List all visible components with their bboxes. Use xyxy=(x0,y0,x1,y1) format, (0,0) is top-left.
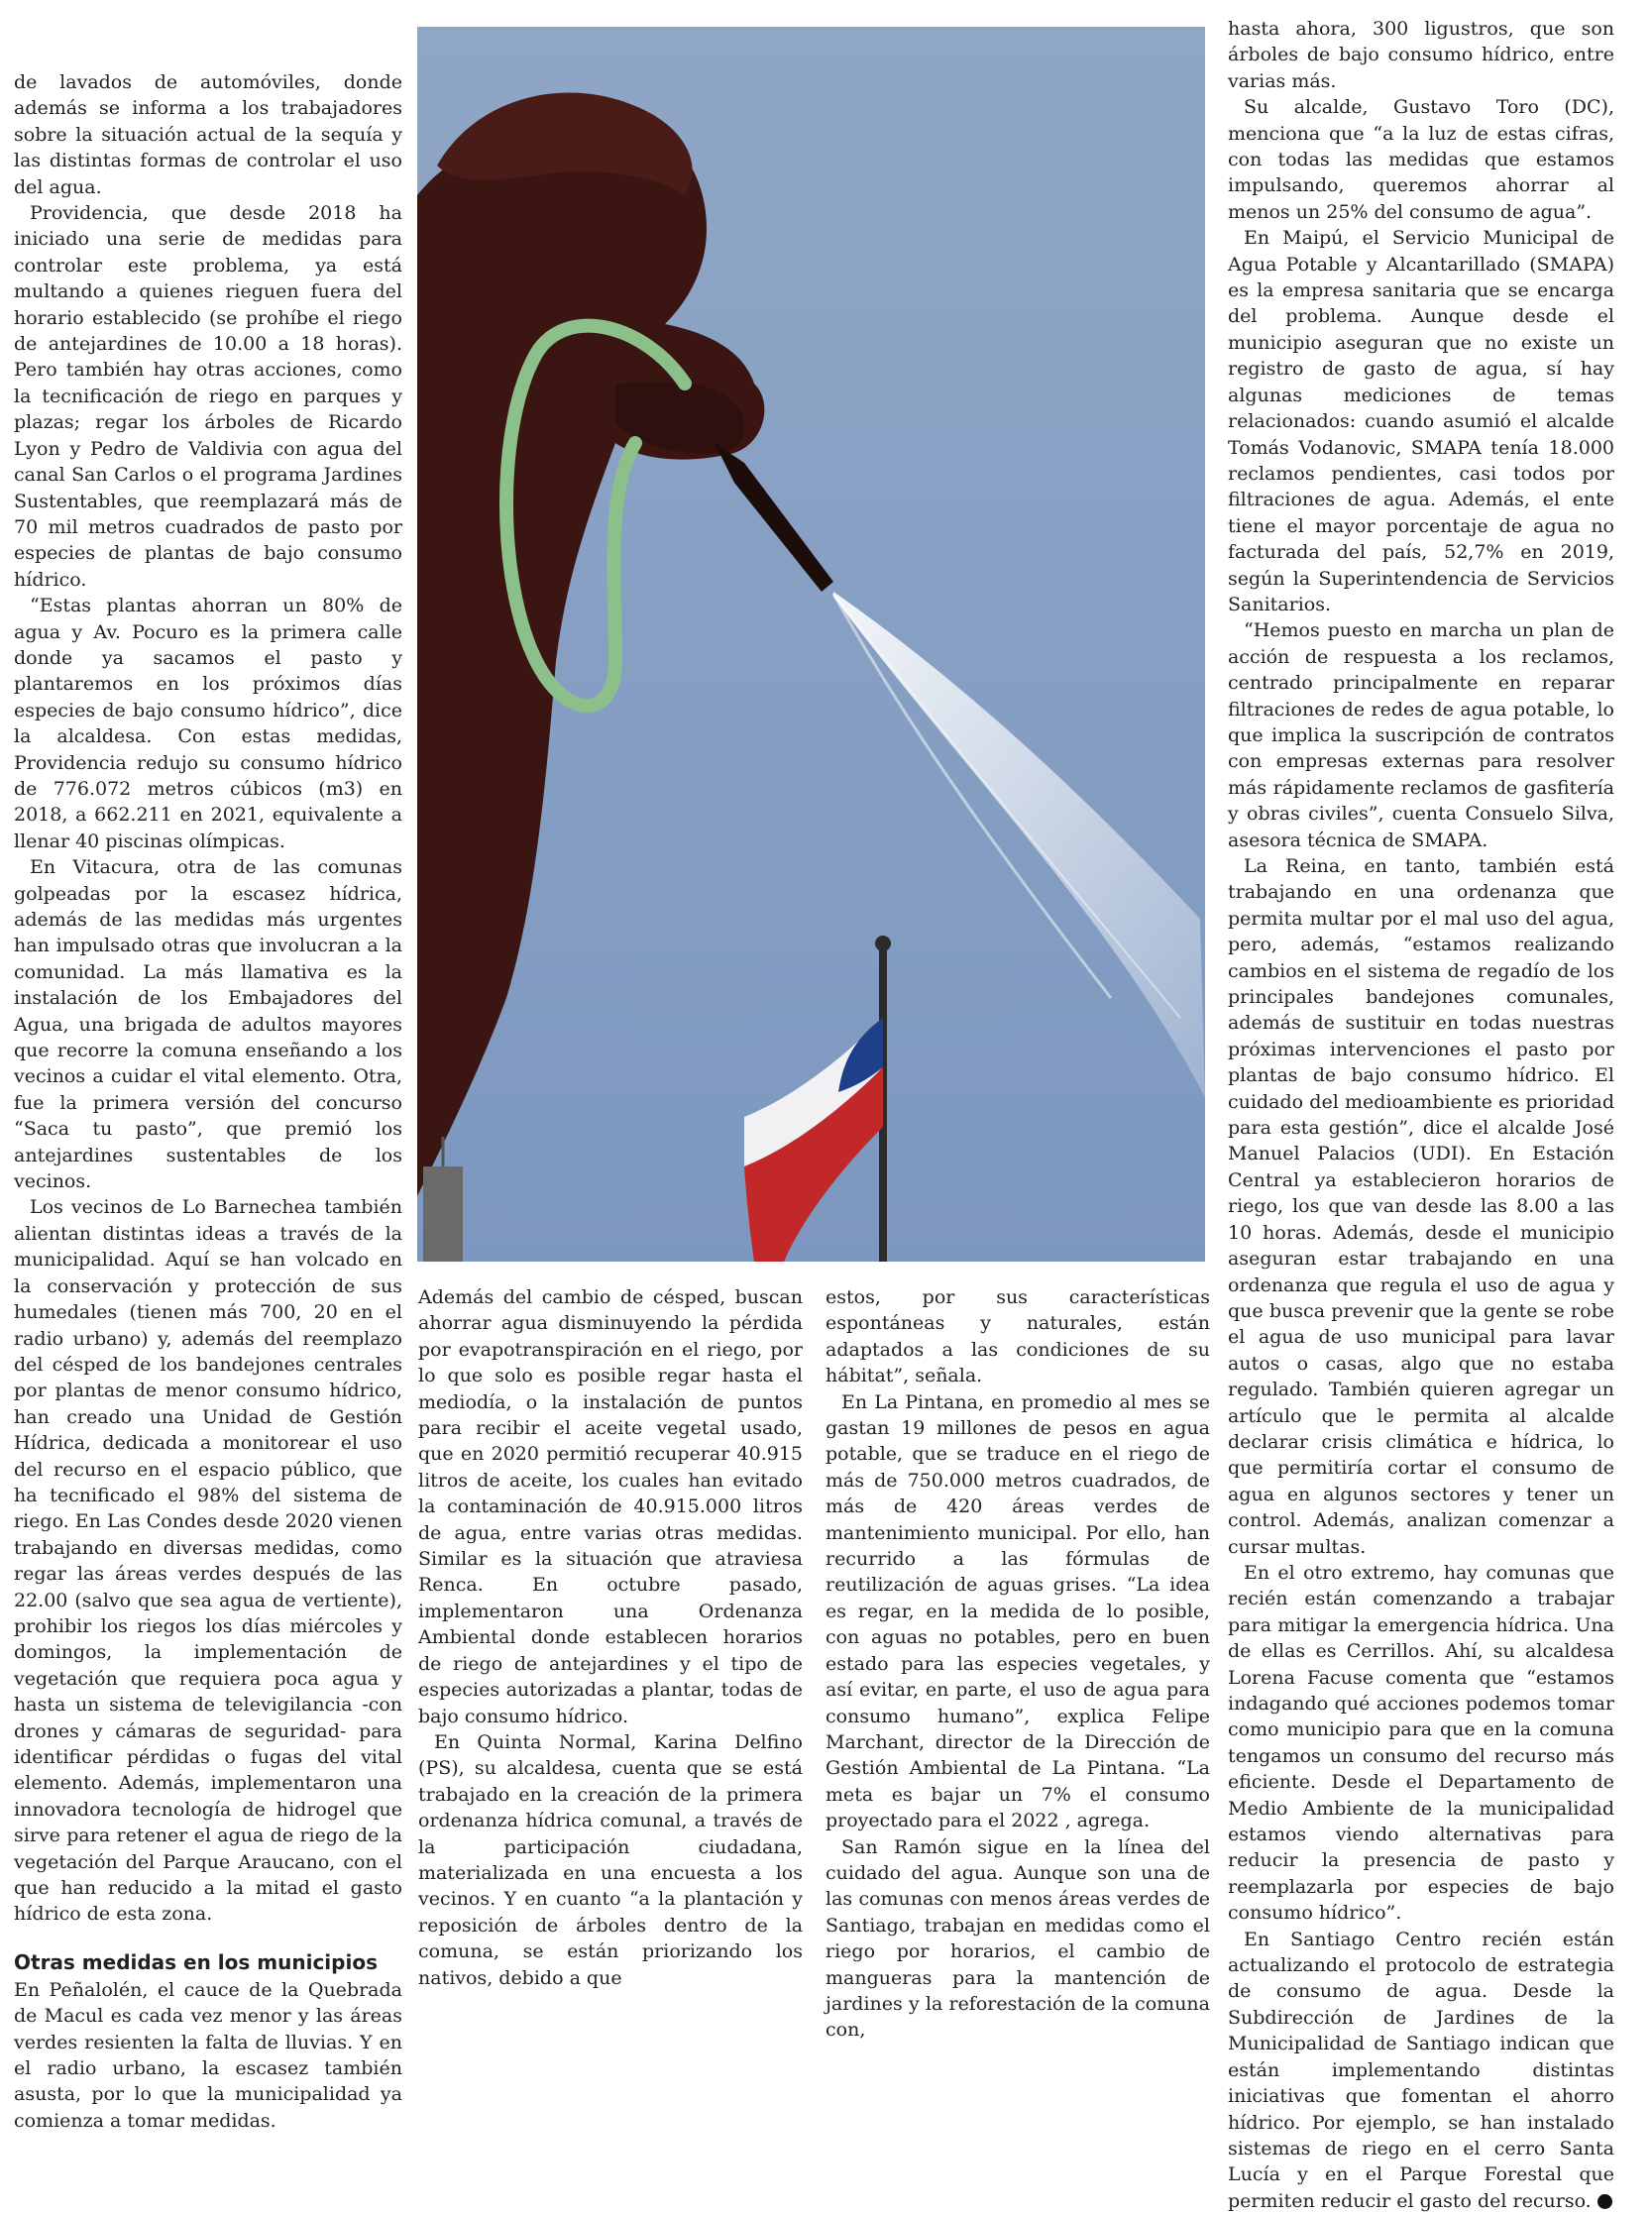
paragraph: “Hemos puesto en marcha un plan de acción de respuesta a los reclamos, centrado principalmente en reparar filtraciones de redes de agua potable, lo que implica la suscripción de contratos con empresas externas para resolver más rápidamente reclamos de gasfitería y obras civiles”, cuenta Consuelo Silva, asesora técnica de SMAPA. xyxy=(1228,619,1614,851)
paragraph: La Reina, en tanto, también está trabajando en una ordenanza que permita multar por el mal uso del agua, pero, además, “estamos realizando cambios en el sistema de regadío de los principales bandejones comunales, además de sustituir en todas nuestras próximas intervenciones el pasto por plantas de bajo consumo hídrico. El cuidado del medioambiente es prioridad para esta gestión”, dice el alcalde José Manuel Palacios (UDI). En Estación Central ya establecieron horarios de riego, los que van desde las 8.00 a las 10 horas. Además, desde el municipio aseguran estar trabajando en una ordenanza que regula el uso de agua y que busca prevenir que la gente se robe el agua de uso municipal para lavar autos o casas, algo que no estaba regulado. También quieren agregar un artículo que le permita al alcalde declarar crisis climática e hídrica, lo que permitiría cortar el consumo de agua en algunos sectores y tener un control. Además, analizan comenzar a cursar multas. xyxy=(1228,855,1614,1558)
paragraph: En el otro extremo, hay comunas que recién están comenzando a trabajar para mitigar la emergencia hídrica. Una de ellas es Cerrillos. Ahí, su alcaldesa Lorena Facuse comenta que “estamos indagando qué acciones podemos tomar como municipio para que en la comuna tengamos un consumo del recurso más eficiente. Desde el Departamento de Medio Ambiente de la municipalidad estamos viendo alternativas para reducir la presencia de pasto y reemplazarla por especies de bajo consumo hídrico”. xyxy=(1228,1561,1614,1925)
article-column-3 xyxy=(826,1284,1210,2044)
paragraph: En La Pintana, en promedio al mes se gastan 19 millones de pesos en agua potable, que se traduce en el riego de más de 750.000 metros cuadrados, de más de 420 áreas verdes de mantenimiento municipal. Por ello, han recurrido a las fórmulas de reutilización de aguas grises. “La idea es regar, en la medida de lo posible, con aguas no potables, pero en buen estado para las especies vegetales, y así evitar, en parte, el uso de agua para consumo humano”, explica Felipe Marchant, director de la Dirección de Gestión Ambiental de La Pintana. “La meta es bajar un 7% el consumo proyectado para el 2022 , agrega. xyxy=(826,1390,1210,1832)
article-photo xyxy=(417,27,1205,1262)
paragraph: Además del cambio de césped, buscan ahorrar agua disminuyendo la pérdida por evapotranspiración en el riego, por lo que solo es posible regar hasta el mediodía, o la instalación de puntos para recibir el aceite vegetal usado, que en 2020 permitió recuperar 40.915 litros de aceite, los cuales han evitado la contaminación de 40.915.000 litros de agua, entre varias otras medidas. Similar es la situación que atraviesa Renca. En octubre pasado, implementaron una Ordenanza Ambiental donde establecen horarios de riego de antejardines y el tipo de especies autorizadas a plantar, todas de bajo consumo hídrico. xyxy=(418,1286,803,1727)
paragraph: “Estas plantas ahorran un 80% de agua y Av. Pocuro es la primera calle donde ya sacamos el pasto y plantaremos en los próximos días especies de bajo consumo hídrico”, dice la alcaldesa. Con estas medidas, Providencia redujo su consumo hídrico de 776.072 metros cúbicos (m3) en 2018, a 662.211 en 2021, equivalente a llenar 40 piscinas olímpicas. xyxy=(14,595,402,852)
paragraph xyxy=(1228,1927,1614,2214)
paragraph: hasta ahora, 300 ligustros, que son árboles de bajo consumo hídrico, entre varias más. xyxy=(1228,18,1614,92)
article-column-1 xyxy=(14,69,402,2134)
watering-worker-image xyxy=(417,27,1205,1262)
paragraph: Los vecinos de Lo Barnechea también alientan distintas ideas a través de la municipalidad. Aquí se han volcado en la conservación y protección de sus humedales (tienen más 700, 20 en el radio urbano) y, además del reemplazo del césped de los bandejones centrales por plantas de menor consumo hídrico, han creado una Unidad de Gestión Hídrica, dedicada a monitorear el uso del recurso en el espacio público, que ha tecnificado el 98% del sistema de riego. En Las Condes desde 2020 vienen trabajando en diversas medidas, como regar las áreas verdes después de las 22.00 (salvo que sea agua de vertiente), prohibir los riegos los días miércoles y domingos, la implementación de vegetación que requiera poca agua y hasta un sistema de televigilancia -con drones y cámaras de seguridad- para identificar pérdidas o fugas del vital elemento. Además, implementaron una innovadora tecnología de hidrogel que sirve para retener el agua de riego de la vegetación del Parque Araucano, con el que han reducido a la mitad el gasto hídrico de esta zona. xyxy=(14,1196,402,1926)
end-of-article-icon xyxy=(1597,2194,1612,2209)
paragraph: En Peñalolén, el cauce de la Quebrada de Macul es cada vez menor y las áreas verdes resienten la falta de lluvias. Y en el radio urbano, la escasez también asusta, por lo que la municipalidad ya comienza a tomar medidas. xyxy=(14,1978,402,2132)
paragraph: En Maipú, el Servicio Municipal de Agua Potable y Alcantarillado (SMAPA) es la empresa sanitaria que se encarga del problema. Aunque desde el municipio aseguran que no existe un registro de gasto de agua, sí hay algunas mediciones de temas relacionados: cuando asumió el alcalde Tomás Vodanovic, SMAPA tenía 18.000 reclamos pendientes, casi todos por filtraciones de agua. Además, el ente tiene el mayor porcentaje de agua no facturada del país, 52,7% en 2019, según la Superintendencia de Servicios Sanitarios. xyxy=(1228,227,1614,615)
building-silhouette xyxy=(423,1166,463,1262)
paragraph: En Quinta Normal, Karina Delfino (PS), su alcaldesa, cuenta que se está trabajado en la creación de la primera ordenanza hídrica comunal, a través de la participación ciudadana, materializada en una encuesta a los vecinos. Y en cuanto “a la plantación y reposición de árboles dentro de la comuna, se están priorizando los nativos, debido a que xyxy=(418,1730,803,1989)
paragraph-text: En Santiago Centro recién están actualizando el protocolo de estrategia de consumo de agua. Desde la Subdirección de Jardines de la Municipalidad de Santiago indican que están implementando distintas iniciativas que fomentan el ahorro hídrico. Por ejemplo, se han instalado sistemas de riego en el cerro Santa Lucía y en el Parque Forestal que permiten reducir el gasto del recurso. xyxy=(1228,1928,1614,2212)
article-column-4 xyxy=(1228,16,1614,2214)
paragraph: En Vitacura, otra de las comunas golpeadas por la escasez hídrica, además de las medidas más urgentes han impulsado otras que involucran a la comunidad. La más llamativa es la instalación de los Embajadores del Agua, una brigada de adultos mayores que recorre la comuna enseñando a los vecinos a cuidar el vital elemento. Otra, fue la primera versión del concurso “Saca tu pasto”, que premió los antejardines sustentables de los vecinos. xyxy=(14,856,402,1193)
paragraph: Su alcalde, Gustavo Toro (DC), menciona que “a la luz de estas cifras, con todas las medidas que estamos impulsando, queremos ahorrar al menos un 25% del consumo de agua”. xyxy=(1228,96,1614,223)
paragraph: estos, por sus características espontáneas y naturales, están adaptados a las condiciones de su hábitat”, señala. xyxy=(826,1286,1210,1387)
article-column-2 xyxy=(418,1284,803,1991)
section-subheading: Otras medidas en los municipios xyxy=(14,1949,378,1974)
paragraph: Providencia, que desde 2018 ha iniciado una serie de medidas para controlar este problema, ya está multando a quienes rieguen fuera del horario establecido (se prohíbe el riego de antejardines de 10.00 a 18 horas). Pero también hay otras acciones, como la tecnificación de riego en parques y plazas; regar los árboles de Ricardo Lyon y Pedro de Valdivia con agua del canal San Carlos o el programa Jardines Sustentables, que reemplazará más de 70 mil metros cuadrados de pasto por especies de plantas de bajo consumo hídrico. xyxy=(14,202,402,591)
paragraph: de lavados de automóviles, donde además se informa a los trabajadores sobre la situación actual de la sequía y las distintas formas de controlar el uso del agua. xyxy=(14,71,402,198)
paragraph: San Ramón sigue en la línea del cuidado del agua. Aunque son una de las comunas con menos áreas verdes de Santiago, trabajan en medidas como el riego por horarios, el cambio de mangueras para la mantención de jardines y la reforestación de la comuna con, xyxy=(826,1835,1210,2042)
